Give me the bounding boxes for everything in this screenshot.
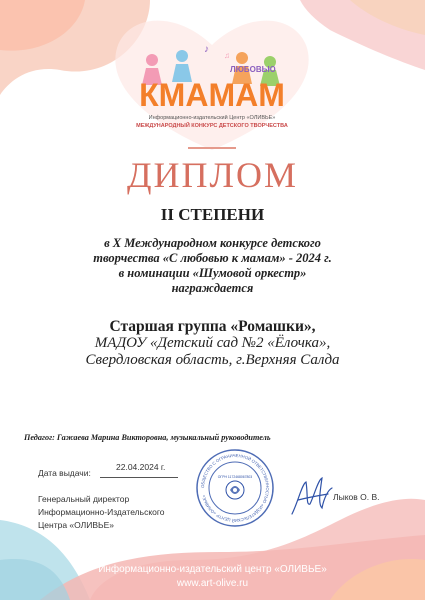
svg-text:ОБЩЕСТВО С ОГРАНИЧЕННОЙ ОТВЕТС: ОБЩЕСТВО С ОГРАНИЧЕННОЙ ОТВЕТСТВЕННОСТЬЮ «ИЗДАТЕЛЬСКИЙ ЦЕНТР «ОЛИВЬЕ» bbox=[199, 452, 271, 524]
issue-date-value: 22.04.2024 г. bbox=[116, 462, 166, 472]
svg-text:Информационно-издательский Цен: Информационно-издательский Центр «ОЛИВЬЕ» bbox=[148, 115, 276, 121]
contest-logo bbox=[112, 40, 312, 140]
music-note-icon: ♪ bbox=[204, 44, 209, 55]
teacher-line: Педагог: Гажаева Марина Викторовна, музыкальный руководитель bbox=[24, 433, 271, 442]
footer-center-name: Информационно-издательский центр «ОЛИВЬЕ» bbox=[98, 564, 327, 575]
svg-text:МЕЖДУНАРОДНЫЙ КОНКУРС ДЕТСКОГО: МЕЖДУНАРОДНЫЙ КОНКУРС ДЕТСКОГО ТВОРЧЕСТВА bbox=[136, 123, 288, 129]
svg-text:ОГРН 1172468067803: ОГРН 1172468067803 bbox=[217, 475, 253, 479]
director-title-line: Информационно-Издательского bbox=[38, 507, 165, 517]
svg-text:♫: ♫ bbox=[224, 51, 230, 60]
issue-date-label: Дата выдачи: bbox=[38, 468, 91, 478]
contest-line: в X Международном конкурсе детского bbox=[104, 236, 321, 250]
contest-line: награждается bbox=[171, 281, 254, 295]
awardee-organization: МАДОУ «Детский сад №2 «Ёлочка», bbox=[94, 335, 331, 351]
title-divider bbox=[188, 147, 236, 149]
director-title-line: Центра «ОЛИВЬЕ» bbox=[38, 520, 114, 530]
footer-website: www.art-olive.ru bbox=[176, 578, 249, 589]
official-stamp bbox=[195, 448, 275, 528]
diploma-title: ДИПЛОМ bbox=[127, 155, 298, 195]
signer-name: Лыков О. В. bbox=[333, 492, 380, 502]
contest-line: в номинации «Шумовой оркестр» bbox=[118, 266, 307, 280]
svg-text:КМАМАМ: КМАМАМ bbox=[139, 77, 285, 113]
contest-line: творчества «С любовью к мамам» - 2024 г. bbox=[93, 251, 332, 265]
child-figure-icon bbox=[146, 54, 158, 66]
awardee-group: Старшая группа «Ромашки», bbox=[109, 318, 316, 335]
diploma-degree: II СТЕПЕНИ bbox=[160, 205, 265, 224]
svg-text:ЛЮБОВЬЮ: ЛЮБОВЬЮ bbox=[230, 65, 276, 74]
date-underline bbox=[100, 477, 178, 478]
awardee-location: Свердловская область, г.Верхняя Салда bbox=[85, 352, 340, 368]
director-signature bbox=[288, 474, 336, 520]
director-title-line: Генеральный директор bbox=[38, 494, 130, 504]
